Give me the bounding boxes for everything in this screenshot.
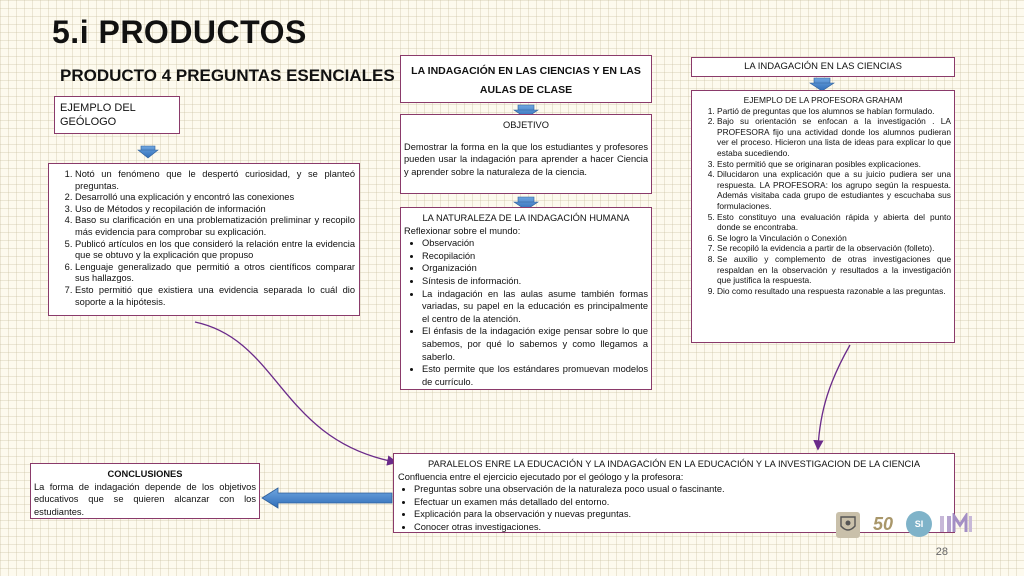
- list-item: • El énfasis de la indagación exige pensar sobre lo que sabemos, por qué lo sabemos y como llegamos a saberlo.: [422, 325, 648, 363]
- geologist-label-line1: EJEMPLO DEL: [60, 102, 136, 114]
- list-item: • Observación: [422, 237, 648, 250]
- left-arrow-conclusions: [262, 488, 392, 508]
- logo-institution-icon: [938, 513, 974, 535]
- list-item: 2. Bajo su orientación se enfocan a la investigación . LA PROFESORA fijo una actividad donde los alumnos pudieran ver el proceso. Hicieron una lista de ideas para explicar lo que estaba sucediendo.: [717, 116, 951, 158]
- page-number: 28: [935, 546, 948, 558]
- list-item: 7. Esto permitió que existiera una evidencia separada lo cuál dio soporte a la hipótesis.: [75, 285, 355, 308]
- list-item: 3. Uso de Métodos y recopilación de información: [75, 204, 355, 216]
- nature-title: LA NATURALEZA DE LA INDAGACIÓN HUMANA: [422, 213, 630, 223]
- right-header-box: [691, 57, 955, 77]
- nature-list: [404, 237, 648, 388]
- center-header-box: [400, 55, 652, 103]
- logo-50-icon: [866, 510, 900, 538]
- list-item: 9. Dio como resultado una respuesta razonable a las preguntas.: [717, 286, 951, 297]
- list-item: 6. Se logro la Vinculación o Conexión: [717, 233, 951, 244]
- list-item: 5. Esto constituyo una evaluación rápida y abierta del punto donde se encontraba.: [717, 212, 951, 233]
- graham-example-box: [691, 90, 955, 343]
- list-item: 1. Notó un fenómeno que le despertó curiosidad, y se planteó preguntas.: [75, 169, 355, 192]
- logo-50-text: 50: [872, 513, 894, 534]
- list-item: 6. Lenguaje generalizado que permitió a otros científicos comparar sus hallazgos.: [75, 262, 355, 285]
- conclusions-text: La forma de indagación depende de los objetivos educativos que se quieren alcanzar con los estudiantes.: [34, 481, 256, 517]
- list-item: 3. Esto permitió que se originaran posibles explicaciones.: [717, 159, 951, 170]
- logo-si-text: SI: [914, 519, 924, 529]
- list-item: • Efectuar un examen más detallado del entorno.: [414, 496, 950, 509]
- parallels-title: PARALELOS ENRE LA EDUCACIÓN Y LA INDAGACIÓN EN LA EDUCACIÓN Y LA INVESTIGACION DE LA CIENCIA: [427, 459, 921, 469]
- list-item: • Explicación para la observación y nuevas preguntas.: [414, 508, 950, 521]
- curve-right-to-parallels: [818, 345, 850, 448]
- list-item: • Organización: [422, 262, 648, 275]
- list-item: 2. Desarrolló una explicación y encontró las conexiones: [75, 192, 355, 204]
- geologist-steps-box: [48, 163, 360, 316]
- nature-intro: Reflexionar sobre el mundo:: [404, 225, 521, 236]
- objective-box: [400, 114, 652, 194]
- right-header-text: LA INDAGACIÓN EN LAS CIENCIAS: [744, 61, 902, 72]
- university-seal-icon: [836, 512, 860, 538]
- list-item: 4. Dilucidaron una explicación que a su juicio pudiera ser una respuesta. LA PROFESORA: los agrupo según la respuesta. Además visitaba cada grupo de estudiantes y escuchaba sus formulaciones.: [717, 169, 951, 211]
- page-subtitle: PRODUCTO 4 PREGUNTAS ESENCIALES: [60, 66, 395, 85]
- geologist-label-line2: GEÓLOGO: [60, 116, 117, 128]
- geologist-label-box: [54, 96, 180, 134]
- down-arrow-geologist: [138, 146, 158, 158]
- list-item: • Recopilación: [422, 250, 648, 263]
- center-header-text: LA INDAGACIÓN EN LAS CIENCIAS Y EN LAS AULAS DE CLASE: [411, 65, 641, 96]
- conclusions-box: [30, 463, 260, 519]
- list-item: • Síntesis de información.: [422, 275, 648, 288]
- conclusions-title: CONCLUSIONES: [107, 469, 183, 479]
- graham-example-title: EJEMPLO DE LA PROFESORA GRAHAM: [743, 95, 903, 105]
- list-item: • La indagación en las aulas asume también formas variadas, su papel en la educación es principalmente el centro de la atención.: [422, 288, 648, 326]
- graham-steps-list: [695, 106, 951, 297]
- logo-si-icon: [906, 511, 932, 537]
- list-item: • Preguntas sobre una observación de la naturaleza poco usual o fascinante.: [414, 483, 950, 496]
- curve-geologist-to-parallels: [195, 322, 395, 462]
- list-item: 1. Partió de preguntas que los alumnos se habían formulado.: [717, 106, 951, 117]
- nature-box: [400, 207, 652, 390]
- list-item: • Conocer otras investigaciones.: [414, 521, 950, 534]
- page-title: 5.i PRODUCTOS: [52, 14, 307, 50]
- list-item: • Esto permite que los estándares promuevan modelos de currículo.: [422, 363, 648, 388]
- parallels-intro: Confluencia entre el ejercicio ejecutado por el geólogo y la profesora:: [398, 471, 684, 482]
- list-item: 5. Publicó artículos en los que consideró la relación entre la evidencia que se obtuvo y la explicación que propuso: [75, 239, 355, 262]
- list-item: 7. Se recopiló la evidencia a partir de la observación (folleto).: [717, 243, 951, 254]
- list-item: 4. Baso su clarificación en una problematización preliminar y recopilo más evidencia para comprobar su explicación.: [75, 215, 355, 238]
- objective-title: OBJETIVO: [503, 120, 549, 130]
- geologist-steps-list: [53, 169, 355, 308]
- list-item: 8. Se auxilio y complemento de otras investigaciones que respaldan en la observación y resultados a la investigación que justifica la respuesta.: [717, 254, 951, 286]
- objective-text: Demostrar la forma en la que los estudiantes y profesores pueden usar la indagación para aprender a hacer Ciencia y aprender sobre la naturaleza de la ciencia.: [404, 141, 648, 177]
